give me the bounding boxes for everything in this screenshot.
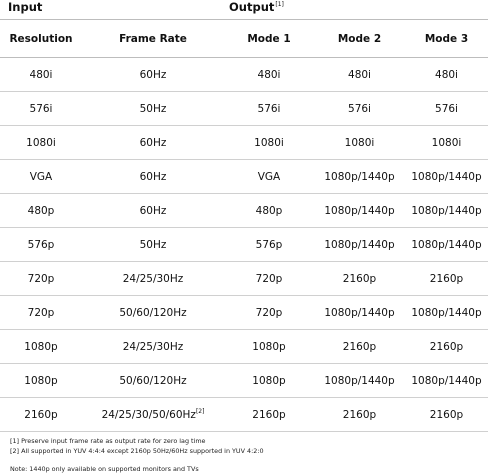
cell-mode-2-text: 480i — [348, 68, 371, 81]
output-group-label: Output — [229, 0, 275, 14]
cell-mode-3 — [405, 296, 488, 330]
cell-mode-3 — [405, 330, 488, 364]
cell-mode-1 — [224, 364, 314, 398]
cell-frame-rate — [82, 160, 224, 194]
cell-mode-3 — [405, 160, 488, 194]
cell-mode-2-text: 2160p — [342, 340, 377, 353]
cell-mode-2-text: 1080i — [344, 136, 375, 149]
cell-frame-rate-text: 50Hz — [139, 102, 167, 115]
output-footnote-ref: [1] — [275, 1, 284, 8]
cell-mode-2-text: 1080p/1440p — [324, 204, 395, 217]
cell-resolution — [0, 194, 82, 228]
table-row — [0, 330, 488, 364]
cell-mode-3 — [405, 194, 488, 228]
cell-mode-3 — [405, 398, 488, 432]
cell-frame-rate — [82, 228, 224, 262]
cell-frame-rate-text: 60Hz — [139, 170, 167, 183]
table-row — [0, 398, 488, 432]
column-header-row — [0, 21, 488, 58]
cell-mode-2 — [314, 194, 405, 228]
cell-mode-1 — [224, 398, 314, 432]
cell-mode-1 — [224, 58, 314, 92]
header-mode-3: Mode 3 — [405, 21, 488, 58]
cell-mode-1-text: 576i — [257, 102, 281, 115]
cell-mode-3 — [405, 364, 488, 398]
cell-mode-2 — [314, 58, 405, 92]
cell-mode-3-text: 480i — [435, 68, 458, 81]
cell-mode-2 — [314, 330, 405, 364]
table-row — [0, 126, 488, 160]
cell-mode-2 — [314, 364, 405, 398]
cell-resolution — [0, 126, 82, 160]
cell-frame-rate-text: 24/25/30Hz — [122, 340, 184, 353]
cell-mode-1-text: 576p — [255, 238, 283, 251]
cell-mode-2 — [314, 296, 405, 330]
cell-mode-1 — [224, 228, 314, 262]
cell-mode-2-text: 2160p — [342, 408, 377, 421]
cell-resolution-text: 720p — [27, 306, 55, 319]
cell-mode-3-text: 1080p/1440p — [411, 170, 482, 183]
cell-mode-2 — [314, 160, 405, 194]
cell-resolution — [0, 296, 82, 330]
cell-mode-2 — [314, 228, 405, 262]
footnote-1: [1] Preserve input frame rate as output rate for zero lag time — [10, 437, 206, 445]
cell-mode-1-text: 480p — [255, 204, 283, 217]
table-row — [0, 92, 488, 126]
cell-mode-3-text: 1080p/1440p — [411, 374, 482, 387]
cell-resolution — [0, 398, 82, 432]
header-resolution: Resolution — [0, 21, 82, 58]
cell-resolution-text: 480i — [29, 68, 53, 81]
cell-mode-3 — [405, 228, 488, 262]
cell-frame-rate-text: 24/25/30Hz — [122, 272, 184, 285]
cell-mode-3 — [405, 126, 488, 160]
cell-resolution-text: VGA — [29, 170, 53, 183]
cell-frame-rate — [82, 92, 224, 126]
cell-mode-3-text: 2160p — [429, 408, 464, 421]
table-row — [0, 58, 488, 92]
table-body — [0, 58, 488, 432]
cell-frame-rate-text: 50/60/120Hz — [119, 306, 187, 319]
cell-frame-rate — [82, 262, 224, 296]
cell-frame-rate-text: 50/60/120Hz — [119, 374, 187, 387]
cell-mode-2-text: 1080p/1440p — [324, 306, 395, 319]
cell-frame-rate — [82, 398, 224, 432]
table-row — [0, 364, 488, 398]
cell-mode-3-text: 576i — [435, 102, 458, 115]
cell-mode-1 — [224, 160, 314, 194]
cell-mode-2-text: 1080p/1440p — [324, 238, 395, 251]
cell-mode-1-text: 720p — [255, 306, 283, 319]
cell-resolution-text: 2160p — [24, 408, 58, 421]
cell-mode-1 — [224, 296, 314, 330]
cell-mode-3-text: 2160p — [429, 272, 464, 285]
cell-mode-1-text: 1080p — [252, 374, 286, 387]
cell-resolution — [0, 160, 82, 194]
cell-mode-2 — [314, 92, 405, 126]
cell-mode-1 — [224, 330, 314, 364]
cell-resolution — [0, 330, 82, 364]
cell-resolution-text: 720p — [27, 272, 55, 285]
cell-resolution-text: 480p — [27, 204, 55, 217]
availability-note: Note: 1440p only available on supported monitors and TVs — [10, 465, 199, 474]
cell-mode-1-text: 720p — [255, 272, 283, 285]
header-mode-2: Mode 2 — [314, 21, 405, 58]
cell-mode-1-text: 1080p — [252, 340, 286, 353]
cell-mode-1-text: 1080i — [254, 136, 284, 149]
cell-resolution-text: 1080p — [24, 340, 58, 353]
cell-mode-3 — [405, 92, 488, 126]
cell-frame-rate — [82, 194, 224, 228]
cell-mode-3-text: 1080p/1440p — [411, 238, 482, 251]
table-row — [0, 262, 488, 296]
cell-resolution — [0, 92, 82, 126]
cell-mode-2 — [314, 126, 405, 160]
cell-mode-2 — [314, 398, 405, 432]
cell-mode-3 — [405, 58, 488, 92]
cell-mode-3-text: 1080i — [431, 136, 462, 149]
cell-mode-1-text: 2160p — [252, 408, 286, 421]
cell-frame-rate — [82, 126, 224, 160]
group-header-row — [0, 0, 488, 20]
cell-frame-rate — [82, 296, 224, 330]
cell-frame-rate-text: 60Hz — [139, 136, 167, 149]
footnote-2: [2] All supported in YUV 4:4:4 except 2160p 50Hz/60Hz supported in YUV 4:2:0 — [10, 446, 264, 455]
resolution-table — [0, 21, 488, 432]
table-row — [0, 228, 488, 262]
cell-frame-rate-text: 60Hz — [139, 204, 167, 217]
cell-frame-rate-text: 50Hz — [139, 238, 167, 251]
table-row — [0, 160, 488, 194]
cell-mode-1 — [224, 194, 314, 228]
cell-resolution-text: 1080p — [24, 374, 58, 387]
cell-frame-rate — [82, 58, 224, 92]
cell-frame-rate-text: 60Hz — [139, 68, 167, 81]
cell-mode-1-text: 480i — [257, 68, 281, 81]
cell-resolution — [0, 228, 82, 262]
header-frame-rate: Frame Rate — [82, 21, 224, 58]
cell-mode-2-text: 576i — [348, 102, 371, 115]
input-group-header: Input — [8, 0, 43, 14]
cell-mode-3-text: 1080p/1440p — [411, 204, 482, 217]
table-row — [0, 296, 488, 330]
cell-mode-1 — [224, 126, 314, 160]
cell-mode-1 — [224, 92, 314, 126]
frame-rate-footnote-ref: [2] — [195, 408, 205, 415]
cell-resolution — [0, 58, 82, 92]
footnotes — [10, 437, 264, 475]
cell-mode-1-text: VGA — [257, 170, 281, 183]
cell-mode-2-text: 1080p/1440p — [324, 374, 395, 387]
header-mode-1: Mode 1 — [224, 21, 314, 58]
cell-mode-2-text: 1080p/1440p — [324, 170, 395, 183]
cell-mode-2 — [314, 262, 405, 296]
cell-frame-rate-text: 24/25/30/50/60Hz — [101, 409, 196, 421]
cell-resolution — [0, 364, 82, 398]
cell-mode-3 — [405, 262, 488, 296]
cell-mode-2-text: 2160p — [342, 272, 377, 285]
cell-mode-3-text: 2160p — [429, 340, 464, 353]
cell-resolution-text: 576i — [29, 102, 53, 115]
output-group-header — [229, 0, 284, 14]
cell-frame-rate — [82, 330, 224, 364]
cell-resolution-text: 576p — [27, 238, 55, 251]
cell-resolution — [0, 262, 82, 296]
cell-mode-3-text: 1080p/1440p — [411, 306, 482, 319]
cell-frame-rate — [82, 364, 224, 398]
cell-resolution-text: 1080i — [26, 136, 56, 149]
cell-mode-1 — [224, 262, 314, 296]
table-row — [0, 194, 488, 228]
